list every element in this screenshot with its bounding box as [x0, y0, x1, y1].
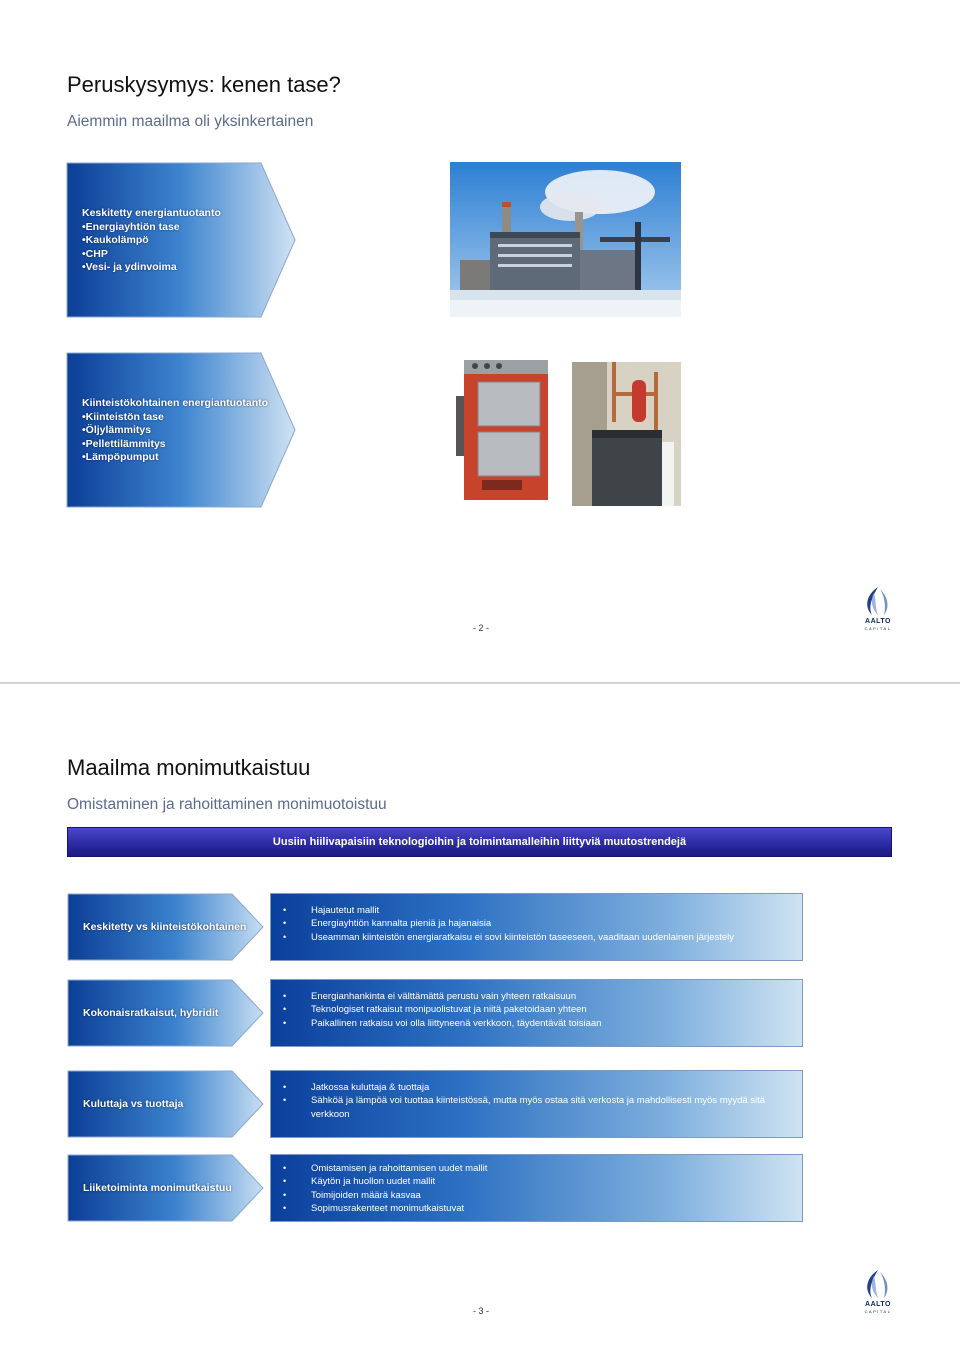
aalto-capital-logo — [858, 585, 898, 631]
power-plant-photo — [450, 162, 681, 317]
slide-2 — [0, 0, 960, 683]
logo-name: AALTO — [865, 1301, 891, 1308]
heat-pump-photo — [572, 362, 681, 506]
slide-3 — [0, 684, 960, 1367]
box1-item: •Kaukolämpö — [82, 234, 149, 246]
box2-item: •Pellettilämmitys — [82, 437, 166, 450]
sail-icon — [858, 585, 898, 619]
aalto-capital-logo — [858, 1268, 898, 1314]
row-content — [270, 979, 803, 1047]
slide-title: Peruskysymys: kenen tase? — [67, 72, 341, 97]
slide-subtitle: Omistaminen ja rahoittaminen monimuotoistuu — [67, 796, 387, 813]
logo-sub: CAPITAL — [864, 1309, 892, 1314]
logo-sub: CAPITAL — [864, 626, 892, 631]
row-label: Kokonaisratkaisut, hybridit — [83, 1007, 219, 1019]
bullet-item: • Hajautetut mallit — [283, 904, 798, 917]
property-production-arrow — [66, 352, 296, 508]
row-content — [270, 1070, 803, 1138]
box1-heading: Keskitetty energiantuotanto — [82, 207, 221, 219]
row-content — [270, 1154, 803, 1222]
row-label: Kuluttaja vs tuottaja — [83, 1098, 184, 1110]
bullet-item: • Paikallinen ratkaisu voi olla liittyneenä verkkoon, täydentävät toisiaan — [283, 1017, 798, 1030]
trend-banner — [67, 827, 892, 857]
bullet-item: • Useamman kiinteistön energiaratkaisu ei sovi kiinteistön taseeseen, vaaditaan uudenlainen järjestely — [283, 931, 798, 944]
centralized-production-arrow — [66, 162, 296, 318]
page-number: - 3 - — [473, 1306, 490, 1316]
bullet-item: • Sähköä ja lämpöä voi tuottaa kiinteistössä, mutta myös ostaa sitä verkosta ja mahdollisesti myös myydä sitä verkkoon — [283, 1094, 798, 1121]
box1-item: •CHP — [82, 247, 108, 260]
bullet-item: • Teknologiset ratkaisut monipuolistuvat ja niitä paketoidaan yhteen — [283, 1003, 798, 1016]
box2-item: •Öljylämmitys — [82, 424, 152, 436]
banner-text: Uusiin hiilivapaisiin teknologioihin ja toimintamalleihin liittyviä muutostrendejä — [272, 836, 687, 848]
box2-heading: Kiinteistökohtainen energiantuotanto — [82, 397, 269, 409]
bullet-item: • Energianhankinta ei välttämättä perustu vain yhteen ratkaisuun — [283, 990, 798, 1003]
box1-item: •Energiayhtiön tase — [82, 220, 180, 233]
box2-item: •Kiinteistön tase — [82, 410, 164, 423]
bullet-item: • Käytön ja huollon uudet mallit — [283, 1175, 798, 1188]
row-arrow — [67, 1154, 264, 1222]
logo-name: AALTO — [865, 618, 891, 625]
row-arrow — [67, 893, 264, 961]
bullet-item: • Jatkossa kuluttaja & tuottaja — [283, 1081, 798, 1094]
sail-icon — [858, 1268, 898, 1302]
boiler-photo — [454, 356, 558, 506]
bullet-item: • Toimijoiden määrä kasvaa — [283, 1189, 798, 1202]
bullet-item: • Sopimusrakenteet monimutkaistuvat — [283, 1202, 798, 1215]
row-label: Keskitetty vs kiinteistökohtainen — [83, 921, 247, 933]
box1-item: •Vesi- ja ydinvoima — [82, 261, 177, 273]
box2-item: •Lämpöpumput — [82, 451, 159, 463]
row-arrow — [67, 1070, 264, 1138]
page-number: - 2 - — [473, 623, 490, 633]
slide-subtitle: Aiemmin maailma oli yksinkertainen — [67, 113, 314, 130]
bullet-item: • Energiayhtiön kannalta pieniä ja hajanaisia — [283, 917, 798, 930]
row-content — [270, 893, 803, 961]
slide-title: Maailma monimutkaistuu — [67, 755, 311, 780]
bullet-item: • Omistamisen ja rahoittamisen uudet mallit — [283, 1162, 798, 1175]
row-arrow — [67, 979, 264, 1047]
row-label: Liiketoiminta monimutkaistuu — [83, 1182, 232, 1194]
